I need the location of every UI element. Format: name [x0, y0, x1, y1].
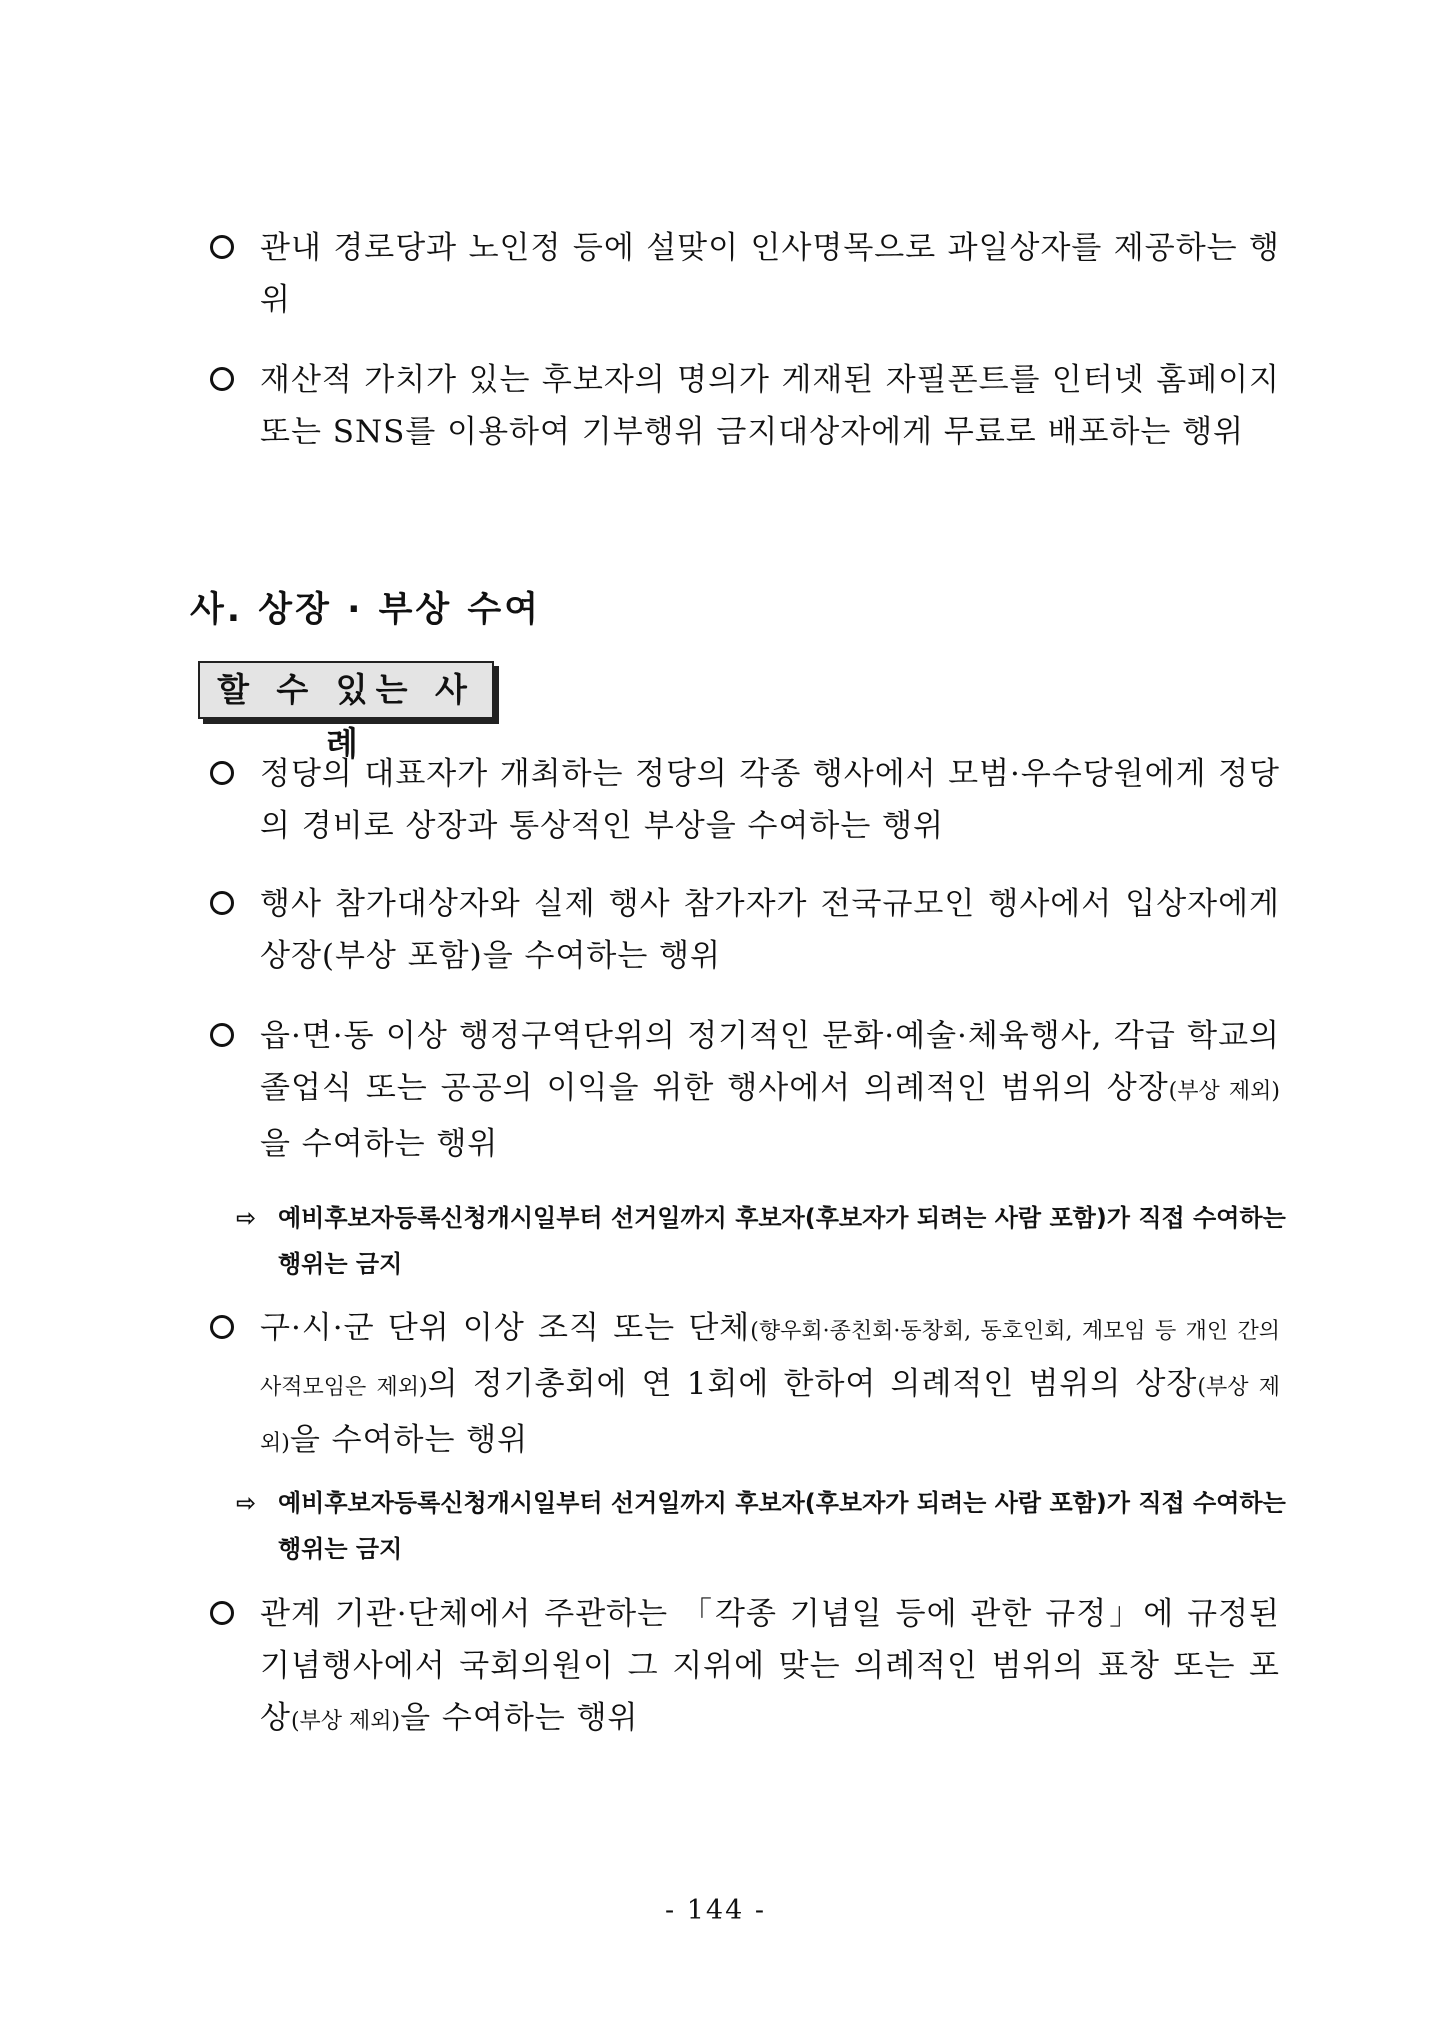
list-item-text: [260, 1302, 1280, 1470]
list-item-text: 정당의 대표자가 개최하는 정당의 각종 행사에서 모범·우수당원에게 정당의 경비로 상장과 통상적인 부상을 수여하는 행위: [260, 756, 1280, 844]
list-item-text: 재산적 가치가 있는 후보자의 명의가 게재된 자필폰트를 인터넷 홈페이지 또는 SNS를 이용하여 기부행위 금지대상자에게 무료로 배포하는 행위: [260, 362, 1280, 450]
list-item: [210, 748, 1280, 852]
list-item-text: 관내 경로당과 노인정 등에 설맞이 인사명목으로 과일상자를 제공하는 행위: [260, 230, 1280, 318]
list-item: [210, 1588, 1280, 1748]
list-item: [210, 354, 1280, 458]
prohibition-note: [236, 1480, 1296, 1572]
arrow-icon: ⇨: [236, 1489, 257, 1517]
prohibition-note: [236, 1195, 1296, 1287]
list-item: [210, 222, 1280, 326]
list-item-small-text: (부상 제외): [1168, 1079, 1280, 1104]
circle-bullet-icon: [210, 367, 234, 391]
section-heading: 사. 상장 · 부상 수여: [190, 590, 542, 630]
list-item-text: [260, 1010, 1280, 1170]
list-item-text: [260, 1588, 1280, 1748]
boxed-title: 할 수 있는 사례: [198, 661, 494, 719]
list-item-text-part: 구·시·군 단위 이상 조직 또는 단체: [260, 1310, 751, 1346]
circle-bullet-icon: [210, 1315, 234, 1339]
circle-bullet-icon: [210, 891, 234, 915]
list-item: [210, 878, 1280, 982]
list-item-text: 행사 참가대상자와 실제 행사 참가자가 전국규모인 행사에서 입상자에게 상장(부상 포함)을 수여하는 행위: [260, 886, 1280, 974]
circle-bullet-icon: [210, 761, 234, 785]
arrow-icon: ⇨: [236, 1204, 257, 1232]
list-item-small-text: (부상 제외): [290, 1709, 401, 1734]
list-item-text-part: 관계 기관·단체에서 주관하는 「각종 기념일 등에 관한 규정」에 규정된 기념행사에서 국회의원이 그 지위에 맞는 의례적인 범위의 표창 또는 포상: [260, 1596, 1280, 1736]
note-text: 예비후보자등록신청개시일부터 선거일까지 후보자(후보자가 되려는 사람 포함)가 직접 수여하는 행위는 금지: [278, 1489, 1286, 1563]
note-text: 예비후보자등록신청개시일부터 선거일까지 후보자(후보자가 되려는 사람 포함)가 직접 수여하는 행위는 금지: [278, 1204, 1286, 1278]
list-item-small-text: (부상 제외): [260, 1375, 1280, 1456]
list-item-text-part: 을 수여하는 행위: [400, 1700, 639, 1736]
list-item-text-part: 읍·면·동 이상 행정구역단위의 정기적인 문화·예술·체육행사, 각급 학교의 졸업식 또는 공공의 이익을 위한 행사에서 의례적인 범위의 상장: [260, 1018, 1280, 1106]
circle-bullet-icon: [210, 1601, 234, 1625]
circle-bullet-icon: [210, 235, 234, 259]
circle-bullet-icon: [210, 1023, 234, 1047]
list-item-text-part: 을 수여하는 행위: [289, 1422, 529, 1458]
list-item: [210, 1302, 1280, 1470]
list-item-small-text: (향우회·종친회·동창회, 동호인회, 계모임 등 개인 간의 사적모임은 제외): [260, 1319, 1280, 1400]
list-item-text-part: 을 수여하는 행위: [260, 1126, 499, 1162]
list-item: [210, 1010, 1280, 1170]
list-item-text-part: 의 정기총회에 연 1회에 한하여 의례적인 범위의 상장: [427, 1366, 1198, 1402]
page-number: - 144 -: [665, 1895, 766, 1926]
